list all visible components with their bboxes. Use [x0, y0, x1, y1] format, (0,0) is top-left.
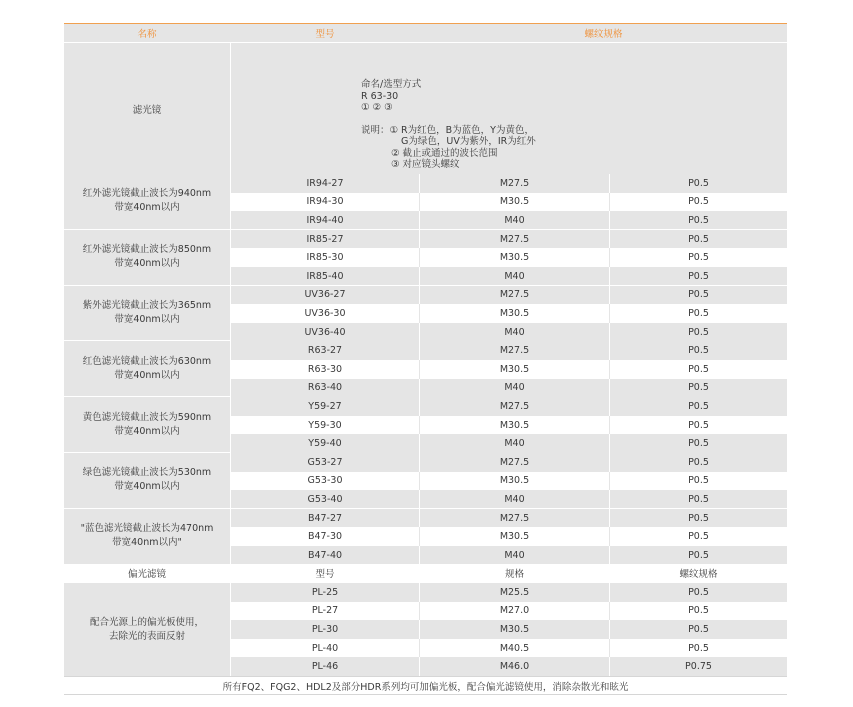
polarizer-header-spec: 规格: [504, 569, 524, 580]
spec-cell: M40.5: [499, 642, 530, 654]
table-row: [231, 639, 787, 658]
pitch-cell: P0.5: [688, 623, 709, 635]
divider: [609, 211, 610, 230]
thread-cell: M40: [504, 493, 525, 505]
model-cell: G53-40: [307, 493, 343, 505]
divider: [609, 620, 610, 639]
filter-group-label: [64, 509, 230, 564]
model-cell: R63-27: [307, 345, 343, 357]
filter-group-label: [64, 453, 230, 508]
model-cell: IR94-30: [306, 196, 344, 208]
filter-group-label-line-1: 紫外滤光镜截止波长为365nm: [82, 299, 212, 311]
model-cell: IR94-40: [306, 214, 344, 226]
table-row: [231, 248, 787, 267]
divider: [609, 379, 610, 398]
divider: [609, 583, 610, 602]
pitch-cell: P0.5: [688, 549, 709, 561]
divider: [419, 304, 420, 323]
divider: [419, 602, 420, 621]
divider: [609, 602, 610, 621]
polarizer-header: [64, 564, 787, 582]
filter-group-label-line-1: 绿色滤光镜截止波长为530nm: [82, 467, 212, 479]
model-cell: IR94-27: [306, 177, 344, 189]
divider: [609, 472, 610, 491]
model-cell: PL-40: [311, 642, 339, 654]
naming-block: [64, 43, 787, 174]
divider: [419, 248, 420, 267]
divider: [419, 546, 420, 565]
divider: [609, 230, 610, 249]
thread-cell: M27.5: [499, 400, 530, 412]
thread-cell: M40: [504, 270, 525, 282]
divider: [609, 360, 610, 379]
pitch-cell: P0.5: [688, 289, 709, 301]
naming-index: ① ② ③: [361, 102, 393, 113]
divider: [419, 490, 420, 509]
divider: [419, 341, 420, 360]
model-cell: IR85-27: [306, 233, 344, 245]
filter-group-label: [64, 230, 230, 285]
table-row: [231, 230, 787, 249]
polarizer-desc-line-2: 去除光的表面反射: [108, 630, 185, 642]
pitch-cell: P0.5: [688, 326, 709, 338]
spec-cell: M30.5: [499, 623, 530, 635]
filter-group-label: [64, 174, 230, 229]
table-row: [231, 583, 787, 602]
model-cell: R63-40: [307, 382, 343, 394]
filter-group-label: [64, 341, 230, 396]
thread-cell: M40: [504, 549, 525, 561]
divider: [609, 248, 610, 267]
divider: [419, 453, 420, 472]
model-cell: Y59-27: [308, 400, 342, 412]
filter-group-label-line-2: 带宽40nm以内": [112, 537, 182, 549]
model-cell: G53-27: [307, 456, 343, 468]
table-row: [231, 657, 787, 676]
model-cell: Y59-40: [308, 438, 342, 450]
table-row: [231, 472, 787, 491]
divider: [419, 620, 420, 639]
pitch-cell: P0.5: [688, 419, 709, 431]
naming-note-4: ③ 对应镜头螺纹: [391, 159, 460, 170]
model-cell: G53-30: [307, 475, 343, 487]
pitch-cell: P0.5: [688, 363, 709, 375]
pitch-cell: P0.5: [688, 642, 709, 654]
naming-note-1: 说明：① R为红色，B为蓝色，Y为黄色，: [361, 124, 534, 136]
divider: [609, 416, 610, 435]
filter-group-label-line-2: 带宽40nm以内: [114, 425, 180, 437]
naming-method: 命名/选型方式: [361, 79, 422, 90]
polarizer-header-model: 型号: [315, 569, 335, 580]
naming-note-2: G为绿色，UV为紫外，IR为红外: [401, 136, 536, 147]
model-cell: R63-30: [307, 363, 343, 375]
model-cell: UV36-27: [304, 289, 346, 301]
filter-group-label: [64, 397, 230, 452]
filter-group-label-line-2: 带宽40nm以内: [114, 369, 180, 381]
table-row: [231, 211, 787, 230]
model-cell: UV36-40: [304, 326, 346, 338]
model-cell: B47-27: [307, 512, 343, 524]
divider: [609, 341, 610, 360]
divider: [609, 304, 610, 323]
table-row: [231, 341, 787, 360]
divider: [419, 360, 420, 379]
table-row: [231, 527, 787, 546]
divider: [419, 509, 420, 528]
pitch-cell: P0.5: [688, 233, 709, 245]
footer-rule-bottom: [64, 694, 787, 695]
pitch-cell: P0.5: [688, 196, 709, 208]
thread-cell: M30.5: [499, 196, 530, 208]
model-cell: PL-25: [311, 586, 339, 598]
filter-title: 滤光镜: [132, 104, 162, 116]
table-row: [231, 434, 787, 453]
model-cell: IR85-40: [306, 270, 344, 282]
model-cell: Y59-30: [308, 419, 342, 431]
table-row: [231, 360, 787, 379]
pitch-cell: P0.5: [688, 438, 709, 450]
filter-group-label-line-1: 红色滤光镜截止波长为630nm: [82, 355, 212, 367]
pitch-cell: P0.5: [688, 270, 709, 282]
pitch-cell: P0.5: [688, 605, 709, 617]
pitch-cell: P0.5: [688, 252, 709, 264]
divider: [609, 639, 610, 658]
thread-cell: M40: [504, 382, 525, 394]
divider: [609, 527, 610, 546]
spec-table: [64, 23, 787, 695]
thread-cell: M27.5: [499, 456, 530, 468]
divider: [419, 286, 420, 305]
model-cell: PL-46: [311, 661, 339, 673]
divider: [419, 583, 420, 602]
table-row: [231, 490, 787, 509]
divider: [419, 397, 420, 416]
pitch-cell: P0.5: [688, 214, 709, 226]
filter-group-label-line-2: 带宽40nm以内: [114, 202, 180, 214]
divider: [609, 323, 610, 342]
thread-cell: M27.5: [499, 289, 530, 301]
divider: [419, 193, 420, 212]
table-row: [231, 267, 787, 286]
footer-note: 所有FQ2、FQG2、HDL2及部分HDR系列均可加偏光板，配合偏光滤镜使用，消除杂散光和眩光: [64, 677, 787, 694]
divider: [609, 397, 610, 416]
pitch-cell: P0.5: [688, 382, 709, 394]
thread-cell: M30.5: [499, 252, 530, 264]
filter-group-label-line-2: 带宽40nm以内: [114, 258, 180, 270]
filter-group-label-line-1: 红外滤光镜截止波长为940nm: [82, 188, 212, 200]
filter-group-label-line-2: 带宽40nm以内: [114, 481, 180, 493]
divider: [609, 267, 610, 286]
header-thread-spec: 螺纹规格: [584, 29, 623, 40]
pitch-cell: P0.5: [688, 493, 709, 505]
pitch-cell: P0.5: [688, 531, 709, 543]
thread-cell: M27.5: [499, 345, 530, 357]
pitch-cell: P0.5: [688, 586, 709, 598]
model-cell: IR85-30: [306, 252, 344, 264]
divider: [419, 434, 420, 453]
pitch-cell: P0.5: [688, 400, 709, 412]
table-row: [231, 620, 787, 639]
divider: [419, 639, 420, 658]
divider: [419, 657, 420, 676]
filter-group-label-line-1: 红外滤光镜截止波长为850nm: [82, 244, 212, 256]
table-row: [231, 323, 787, 342]
table-row: [231, 453, 787, 472]
naming-rules: [361, 79, 536, 171]
table-row: [231, 174, 787, 193]
pitch-cell: P0.5: [688, 475, 709, 487]
model-cell: PL-30: [311, 623, 339, 635]
spec-cell: M25.5: [499, 586, 530, 598]
thread-cell: M27.5: [499, 512, 530, 524]
table-row: [231, 304, 787, 323]
model-cell: B47-30: [307, 531, 343, 543]
thread-cell: M30.5: [499, 419, 530, 431]
divider: [419, 230, 420, 249]
divider: [419, 472, 420, 491]
table-header: [64, 24, 787, 42]
divider: [609, 490, 610, 509]
spec-cell: M46.0: [499, 661, 530, 673]
divider: [419, 416, 420, 435]
divider: [609, 434, 610, 453]
divider: [419, 323, 420, 342]
filter-group-label-line-1: "蓝色滤光镜截止波长为470nm: [80, 523, 214, 535]
polarizer-header-thread: 螺纹规格: [679, 569, 718, 580]
naming-example: R 63-30: [361, 90, 399, 102]
model-cell: B47-40: [307, 549, 343, 561]
divider: [609, 546, 610, 565]
table-row: [231, 286, 787, 305]
table-row: [231, 193, 787, 212]
divider: [419, 174, 420, 193]
pitch-cell: P0.5: [688, 345, 709, 357]
spec-cell: M27.0: [499, 605, 530, 617]
polarizer-description: [64, 583, 230, 676]
divider: [230, 43, 231, 174]
table-row: [231, 397, 787, 416]
table-row: [231, 379, 787, 398]
thread-cell: M30.5: [499, 475, 530, 487]
pitch-cell: P0.5: [688, 307, 709, 319]
divider: [609, 193, 610, 212]
divider: [609, 509, 610, 528]
filter-group-label: [64, 286, 230, 341]
divider: [419, 379, 420, 398]
divider: [609, 286, 610, 305]
filter-group-label-line-1: 黄色滤光镜截止波长为590nm: [82, 411, 212, 423]
divider: [419, 211, 420, 230]
header-model: 型号: [315, 29, 335, 40]
thread-cell: M27.5: [499, 233, 530, 245]
divider: [419, 527, 420, 546]
table-row: [231, 509, 787, 528]
pitch-cell: P0.5: [688, 512, 709, 524]
thread-cell: M40: [504, 214, 525, 226]
table-row: [231, 546, 787, 565]
pitch-cell: P0.75: [685, 661, 712, 673]
divider: [419, 267, 420, 286]
naming-note-3: ② 截止或通过的波长范围: [391, 147, 498, 159]
thread-cell: M40: [504, 326, 525, 338]
divider: [609, 657, 610, 676]
table-row: [231, 416, 787, 435]
polarizer-desc-line-1: 配合光源上的偏光板使用，: [89, 616, 204, 628]
model-cell: PL-27: [311, 605, 339, 617]
polarizer-title: 偏光滤镜: [127, 569, 166, 580]
model-cell: UV36-30: [304, 307, 346, 319]
divider: [609, 174, 610, 193]
thread-cell: M27.5: [499, 177, 530, 189]
pitch-cell: P0.5: [688, 177, 709, 189]
thread-cell: M30.5: [499, 363, 530, 375]
header-name: 名称: [137, 29, 157, 40]
thread-cell: M30.5: [499, 307, 530, 319]
table-row: [231, 602, 787, 621]
thread-cell: M30.5: [499, 531, 530, 543]
filter-group-label-line-2: 带宽40nm以内: [114, 313, 180, 325]
pitch-cell: P0.5: [688, 456, 709, 468]
thread-cell: M40: [504, 438, 525, 450]
divider: [609, 453, 610, 472]
